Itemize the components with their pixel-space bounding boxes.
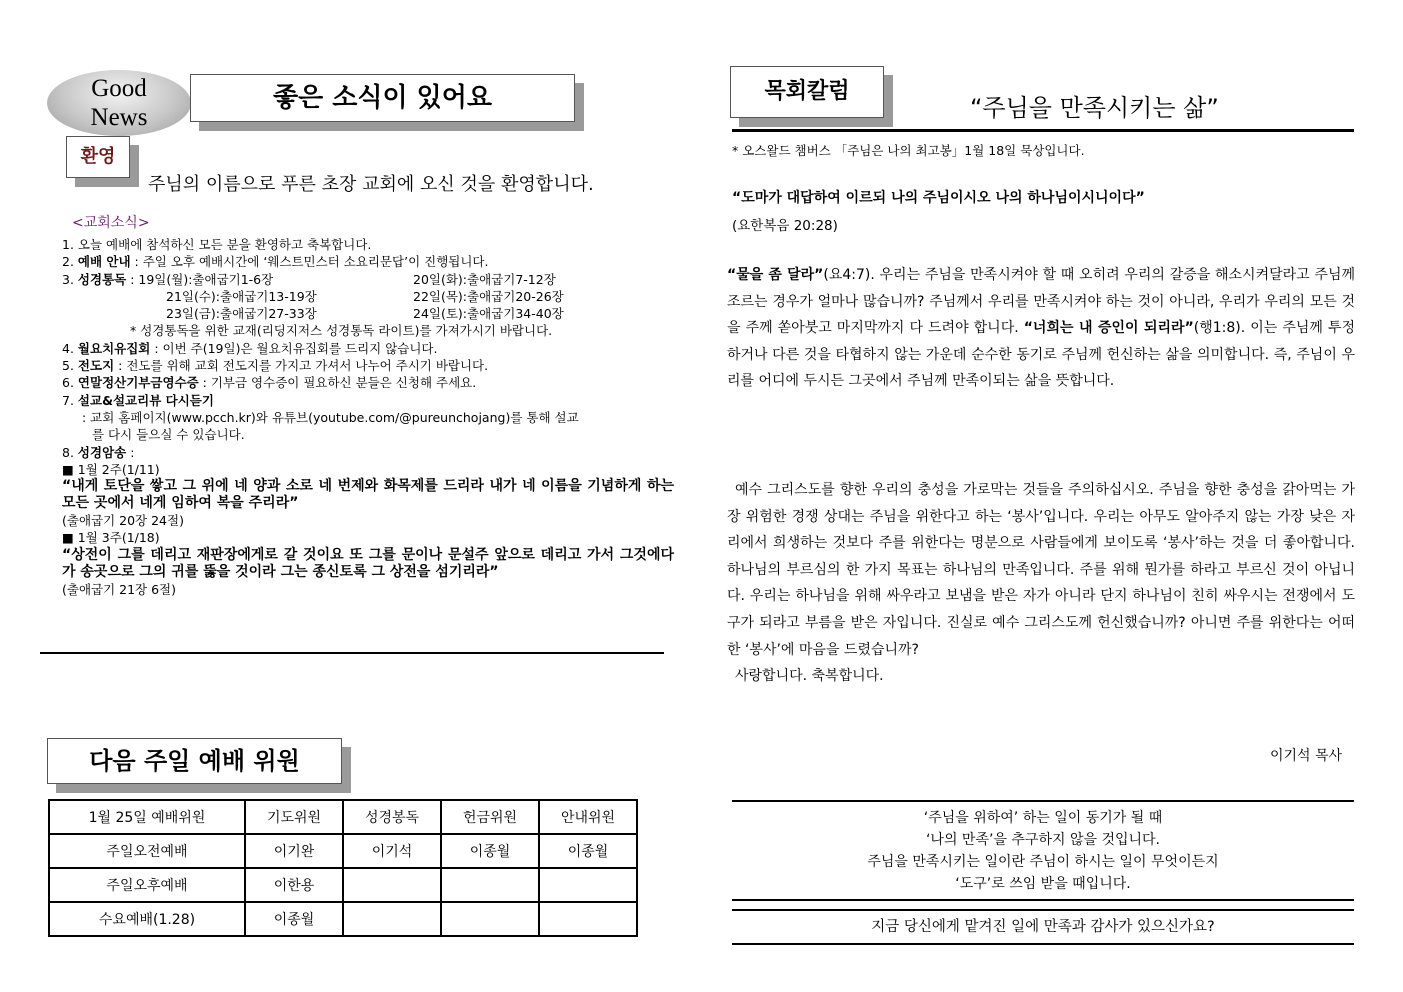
- badge-line2: News: [90, 104, 148, 131]
- table-header: 기도위원: [245, 800, 343, 834]
- table-cell: 이한용: [245, 868, 343, 902]
- column-rule: [732, 129, 1354, 132]
- table-cell: 이종월: [245, 902, 343, 936]
- news-header: <교회소식>: [72, 215, 150, 231]
- table-cell: [441, 902, 539, 936]
- column-title: “주님을 만족시키는 삶”: [970, 94, 1219, 122]
- table-header: 1월 25일 예배위원: [49, 800, 245, 834]
- table-row: [49, 834, 637, 868]
- welcome-tag: 환영: [66, 136, 130, 178]
- table-header: 헌금위원: [441, 800, 539, 834]
- table-cell: [539, 902, 637, 936]
- question-box: 지금 당신에게 맡겨진 일에 만족과 감사가 있으신가요?: [732, 909, 1354, 945]
- duty-table: [48, 799, 638, 937]
- column-paragraph-2: 예수 그리스도를 향한 우리의 충성을 가로막는 것들을 주의하십시오. 주님을 향한 충성을 갉아먹는 가장 위험한 경쟁 상대는 주님을 위한다고 하는 ‘봉사’입니다. 우리는 아무도 알아주지 않는 가장 낮은 자리에서 희생하는 것보다 주를 위한다는 명분으로 사람들에게 보이도록 ‘봉사’하는 것을 더 좋아합니다. 하나님의 부르심의 한 가지 목표는 하나님의 만족입니다. 주를 위해 뭔가를 하라고 부르신 것이 아닙니다. 우리는 하나님을 위해 싸우라고 보냄을 받은 자가 아니라 단지 하나님이 친히 싸우시는 전쟁에서 도구가 되라고 부름을 받은 자입니다. 진실로 예수 그리스도께 헌신했습니까? 아니면 주를 위한다는 어떠한 ‘봉사’에 마음을 드렸습니까? 사랑합니다. 축복합니다.: [727, 477, 1355, 690]
- news-item-7-line2: 를 다시 들으실 수 있습니다.: [92, 427, 245, 443]
- column-quote-ref: (요한복음 20:28): [732, 218, 838, 234]
- news-item-3: 3. 성경통독 : 19일(월):출애굽기1-6장 20일(화):출애굽기7-12장: [62, 271, 556, 287]
- column-source: * 오스왈드 챔버스 「주님은 나의 최고봉」1월 18일 묵상입니다.: [732, 143, 1085, 158]
- table-cell: [441, 868, 539, 902]
- table-cell: [539, 868, 637, 902]
- table-cell: 이종월: [539, 834, 637, 868]
- good-news-badge: [47, 70, 191, 136]
- column-signature: 이기석 목사: [1270, 748, 1343, 764]
- news-item-7-line1: : 교회 홈페이지(www.pcch.kr)와 유튜브(youtube.com/@pureunchojang)를 통해 설교: [82, 409, 579, 425]
- news-item-5: 5. 전도지 : 전도를 위해 교회 전도지를 가지고 가셔서 나누어 주시기 바랍니다.: [62, 358, 489, 374]
- table-cell: 수요예배(1.28): [49, 902, 245, 936]
- news-item-3-line3: 23일(금):출애굽기27-33장 24일(토):출애굽기34-40장: [166, 306, 564, 322]
- table-cell: [343, 868, 441, 902]
- news-item-3-note: * 성경통독을 위한 교재(리딩지저스 성경통독 라이트)를 가져가시기 바랍니다.: [130, 323, 553, 339]
- column-paragraph-1: “물을 좀 달라”(요4:7). 우리는 주님을 만족시켜야 할 때 오히려 우리의 갈증을 해소시켜달라고 주님께 조르는 경우가 얼마나 많습니까? 주님께서 우리를 만족시켜야 하는 것이 아니라, 우리가 우리의 모든 것을 주께 쏟아붓고 마지막까지 다 드려야 합니다. “너희는 내 증인이 되리라”(행1:8). 이는 주님께 투정하거나 다른 것을 타협하지 않는 가운데 순수한 동기로 주님께 헌신하는 삶을 의미합니다. 즉, 주님이 우리를 어디에 두시든 그곳에서 주님께 만족이되는 삶을 뜻합니다.: [727, 267, 1355, 390]
- memory-verse-2: “상전이 그를 데리고 재판장에게로 갈 것이요 또 그를 문이나 문설주 앞으로 데리고 가서 그것에다가 송곳으로 그의 귀를 뚫을 것이라 그는 종신토록 그 상전을 섬기리라”: [62, 546, 674, 580]
- divider: [40, 652, 664, 654]
- memory-week-3: ■ 1월 3주(1/18): [62, 530, 160, 546]
- table-header: 안내위원: [539, 800, 637, 834]
- table-cell: 주일오전예배: [49, 834, 245, 868]
- church-news-list: [62, 236, 674, 598]
- table-row: [49, 902, 637, 936]
- good-news-title: 좋은 소식이 있어요: [190, 74, 575, 122]
- table-cell: 주일오후예배: [49, 868, 245, 902]
- news-item-8: 8. 성경암송 :: [62, 444, 135, 460]
- news-item-6: 6. 연말정산기부금영수증 : 기부금 영수증이 필요하신 분들은 신청해 주세요.: [62, 375, 477, 391]
- news-item-7: 7. 설교&설교리뷰 다시듣기: [62, 392, 214, 408]
- table-header: 성경봉독: [343, 800, 441, 834]
- table-row: [49, 800, 637, 834]
- duty-title: 다음 주일 예배 위원: [47, 738, 342, 784]
- news-item-4: 4. 월요치유집회 : 이번 주(19일)은 월요치유집회를 드리지 않습니다.: [62, 340, 438, 356]
- memory-week-2: ■ 1월 2주(1/11): [62, 461, 160, 477]
- table-cell: 이기석: [343, 834, 441, 868]
- pastoral-column-tag: 목회칼럼: [730, 66, 884, 118]
- news-item-1: 1. 오늘 예배에 참석하신 모든 분을 환영하고 축복합니다.: [62, 237, 372, 252]
- news-item-2: 2. 예배 안내 : 주일 오후 예배시간에 ‘웨스트민스터 소요리문답’이 진행됩니다.: [62, 254, 489, 270]
- memory-verse-1: “내게 토단을 쌓고 그 위에 네 양과 소로 네 번제와 화목제를 드리라 내가 네 이름을 기념하게 하는 모든 곳에서 네게 임하여 복을 주리라”: [62, 478, 674, 512]
- table-row: [49, 868, 637, 902]
- memory-ref-1: (출애굽기 20장 24절): [62, 513, 184, 529]
- memory-ref-2: (출애굽기 21장 6절): [62, 581, 177, 597]
- table-cell: [343, 902, 441, 936]
- welcome-text: 주님의 이름으로 푸른 초장 교회에 오신 것을 환영합니다.: [148, 174, 594, 195]
- table-cell: 이기완: [245, 834, 343, 868]
- badge-line1: Good: [91, 75, 147, 102]
- column-closing: 사랑합니다. 축복합니다.: [735, 668, 884, 685]
- summary-box: ‘주님을 위하여’ 하는 일이 동기가 될 때 ‘나의 만족’을 추구하지 않을 것입니다. 주님을 만족시키는 일이란 주님이 하시는 일이 무엇이든지 ‘도구’로 쓰임 받을 때입니다.: [732, 800, 1354, 901]
- column-quote: “도마가 대답하여 이르되 나의 주님이시오 나의 하나님이시니이다”: [732, 190, 1145, 206]
- table-cell: 이종월: [441, 834, 539, 868]
- news-item-3-line2: 21일(수):출애굽기13-19장 22일(목):출애굽기20-26장: [166, 288, 564, 304]
